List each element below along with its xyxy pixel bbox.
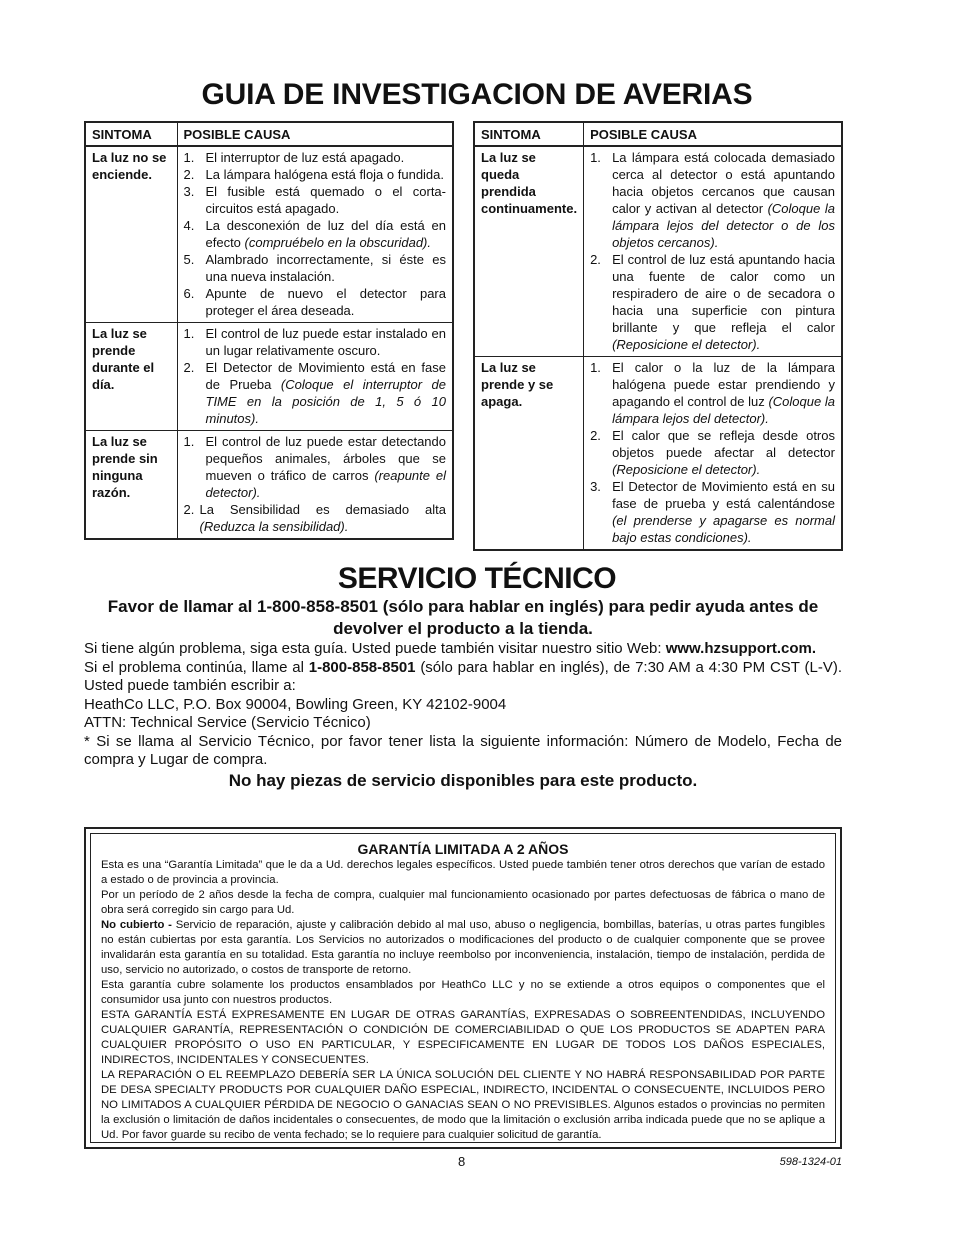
service-text: Si tiene algún problema, siga esta guía. Usted puede también visitar nuestro sitio Web: [84,640,666,657]
cause-text [612,478,835,546]
cause-remedy: (compruébelo en la obscuridad). [244,235,431,250]
cause-main-text: El Detector de Movimiento está en fase de Prueba [205,360,446,392]
cause-item [184,359,447,427]
service-text: (sólo para hablar en inglés), de 7:30 AM a 4:30 PM CST (L-V). Usted puede también escribir a: [84,658,843,694]
cause-item [590,149,835,251]
warranty-paragraph [101,918,825,978]
cause-header: POSIBLE CAUSA [177,122,453,146]
symptom-cell: La luz se prende y se apaga. [474,357,584,551]
cause-cell [177,431,453,540]
symptom-header: SINTOMA [85,122,177,146]
cause-item [184,166,447,183]
cause-text [206,359,447,427]
page-number: 8 [458,1154,466,1169]
cause-number: 1. [590,360,601,375]
cause-list [590,149,835,353]
cause-remedy: (Reposicione el detector). [612,462,761,477]
warranty-paragraph: Esta garantía cubre solamente los productos ensamblados por HeathCo LLC y no se extiende a otros equipos o componentes que el consumidor usa junto con nuestros productos. [101,979,825,1006]
cause-main-text: El control de luz puede estar instalado en un lugar relativamente oscuro. [205,326,446,358]
cause-main-text: El interruptor de luz está apagado. [205,150,405,165]
cause-main-text: La lámpara halógena está floja o fundida. [205,167,445,182]
cause-text [200,501,447,535]
service-paragraph [84,659,842,696]
cause-item [184,433,447,501]
cause-number: 4. [183,218,195,233]
cause-remedy: (el prenderse y apagarse es normal bajo estas condiciones). [612,513,835,545]
cause-main-text: La Sensibilidad es demasiado alta [199,502,446,517]
symptom-cell: La luz no se enciende. [85,146,177,323]
cause-number: 1. [183,326,195,341]
cause-main-text: El Detector de Movimiento está en su fase de prueba y está calentándose [612,479,835,511]
page-title: GUIA DE INVESTIGACION DE AVERIAS [201,78,753,111]
table-row [474,357,842,551]
warranty-box [84,827,842,1149]
cause-number: 1. [183,434,195,449]
warranty-inner [90,833,836,1143]
service-text: Si el problema continúa, llame al [84,658,309,676]
cause-number: 2. [590,252,601,267]
service-body [84,640,842,770]
cause-text [206,325,447,359]
warranty-paragraph: Esta es una “Garantía Limitada” que le da a Ud. derechos legales específicos. Usted puede también tener otros derechos que varían de estado a estado o de provincia a provincia. [101,859,825,886]
cause-number: 3. [183,184,195,199]
cause-text [206,183,447,217]
cause-main-text: El calor o la luz de la lámpara halógena puede estar prendiendo y apagando el control de luz [612,360,835,409]
cause-number: 5. [183,252,195,267]
document-number: 598-1324-01 [779,1156,842,1168]
service-paragraph [84,640,842,659]
cause-number: 3. [590,479,601,494]
cause-number: 2. [590,428,601,443]
cause-main-text: El control de luz está apuntando hacia una fuente de calor como un respiradero de aire o de secadora o hacia una superficie con pintura brillante y que refleja el calor [612,252,835,335]
cause-cell [177,146,453,323]
cause-text [612,359,835,427]
cause-main-text: Apunte de nuevo el detector para proteger el área deseada. [205,286,446,318]
cause-list [184,433,447,535]
not-covered-label: No cubierto - [101,919,172,931]
cause-text [206,433,447,501]
cause-remedy: (Coloque el interruptor de TIME en la posición de 1, 5 ó 10 minutos). [205,377,446,426]
warranty-paragraph: ESTA GARANTÍA ESTÁ EXPRESAMENTE EN LUGAR DE OTRAS GARANTÍAS, EXPRESADAS O SOBREENTENDIDAS, INCLUYENDO CUALQUIER GARANTÍA, REPRESENTACIÓN O CONDICIÓN DE COMERCIABILIDAD O QUE LOS PRODUCTOS SE ADAPTEN PARA CUALQUIER PROPÓSITO O USO EN PARTICULAR, Y ESPECIFICAMENTE EN LUGAR DE TODOS LOS DAÑOS ESPECIALES, INDIRECTOS, INCIDENTALES Y CONSECUENTES. [101,1009,825,1066]
symptom-cell: La luz se prende durante el día. [85,323,177,431]
service-address: HeathCo LLC, P.O. Box 90004, Bowling Green, KY 42102-9004 [84,695,507,713]
table-row [85,323,453,431]
cause-text [612,149,835,251]
warranty-paragraph: LA REPARACIÓN O EL REEMPLAZO DEBERÍA SER LA ÚNICA SOLUCIÓN DEL CLIENTE Y NO HABRÁ RESPONSABILIDAD POR PARTE DE DESA SPECIALTY PRODUCTS POR CUALQUIER DAÑO ESPECIAL, INDIRECTO, INCIDENTAL O CONSECUENTE, INCLUIDOS PERO NO LIMITADOS A CUALQUIER PÉRDIDA DE NEGOCIO O GANACIAS SEAN O NO PREVISIBLES. Algunos estados o provincias no permiten la exclusión o limitación de daños incidentales o consecuentes, de modo que la limitación o exclusión arriba indicada puede que no se aplique a Ud. Por favor guarde su recibo de venta fechado; se lo requiere para cualquier solicitud de garantía. [101,1069,825,1141]
symptom-header: SINTOMA [474,122,584,146]
support-phone: 1-800-858-8501 [308,658,416,676]
cause-main-text: La desconexión de luz del día está en efecto [205,218,446,250]
cause-number: 2. [183,502,195,517]
cause-number: 6. [183,286,195,301]
cause-cell [584,146,842,357]
cause-item [590,251,835,353]
cause-remedy: (Reduzca la sensibilidad). [199,519,349,534]
service-lead: Favor de llamar al 1-800-858-8501 (sólo para hablar en inglés) para pedir ayuda antes de devolver el producto a la tienda. [107,597,819,638]
warranty-text: Servicio de reparación, ajuste y calibración debido al mal uso, abuso o negligencia, bombillas, baterías, u otras partes fungibles no están cubiertas por esta garantía. Los Servicios no autorizados o modificaciones del producto o de cualquier componente que se provee invalidarán esta garantía en su totalidad. Esta garantía no incluye reembolso por inconveniencia, instalación, tiempo de instalación, perdida de uso, servicio no autorizado, o costos de transporte de retorno. [101,919,825,976]
service-attn: ATTN: Technical Service (Servicio Técnico) [84,714,371,731]
cause-item [184,251,447,285]
cause-main-text: El calor que se refleja desde otros objetos puede afectar al detector [612,428,835,460]
cause-text [612,427,835,478]
warranty-paragraph: Por un período de 2 años desde la fecha de compra, cualquier mal funcionamiento ocasionado por partes defectuosas de fábrica o mano de obra será corregido sin cargo para Ud. [101,889,825,916]
cause-number: 2. [183,360,195,375]
cause-main-text: Alambrado incorrectamente, si éste es una nueva instalación. [205,252,446,284]
cause-item [590,427,835,478]
cause-text [206,166,447,183]
cause-list [184,149,447,319]
cause-item [184,217,447,251]
cause-main-text: La lámpara está colocada demasiado cerca al detector o está apuntando hacia objetos cercanos que causan calor y activan al detector [612,150,835,216]
cause-item [184,149,447,166]
cause-text [206,149,447,166]
cause-list [184,325,447,427]
table-row [85,431,453,540]
symptom-cell: La luz se prende sin ninguna razón. [85,431,177,540]
cause-main-text: El fusible está quemado o el corta-circuitos está apagado. [205,184,446,216]
cause-text [612,251,835,353]
cause-remedy: (Coloque la lámpara lejos del detector). [612,394,835,426]
cause-header: POSIBLE CAUSA [584,122,842,146]
cause-remedy: (Coloque la lámpara lejos del detector o de los objetos cercanos). [612,201,835,250]
cause-text [206,251,447,285]
cause-item [184,325,447,359]
troubleshooting-table-right [473,121,843,551]
cause-remedy: (Reposicione el detector). [612,337,761,352]
cause-number: 2. [183,167,195,182]
symptom-cell: La luz se queda prendida continuamente. [474,146,584,357]
warranty-title: GARANTÍA LIMITADA A 2 AÑOS [357,841,569,857]
table-row [85,146,453,323]
cause-main-text: El control de luz puede estar detectando pequeños animales, árboles que se mueven o tráfico de carros [205,434,446,483]
cause-item [184,285,447,319]
table-row [474,146,842,357]
cause-cell [584,357,842,551]
cause-number: 1. [183,150,195,165]
support-website-link[interactable]: www.hzsupport.com. [665,640,816,657]
service-title: SERVICIO TÉCNICO [337,562,617,595]
service-note: * Si se llama al Servicio Técnico, por favor tener lista la siguiente información: Número de Modelo, Fecha de compra y Lugar de compra. [84,732,842,768]
cause-cell [177,323,453,431]
cause-text [206,217,447,251]
cause-item [590,359,835,427]
cause-remedy: (reapunte el detector). [205,468,446,500]
troubleshooting-table-left [84,121,454,540]
cause-item [184,183,447,217]
cause-number: 1. [590,150,601,165]
cause-item [184,501,447,535]
cause-list [590,359,835,546]
cause-item [590,478,835,546]
no-parts-note: No hay piezas de servicio disponibles para este producto. [228,771,698,790]
cause-text [206,285,447,319]
